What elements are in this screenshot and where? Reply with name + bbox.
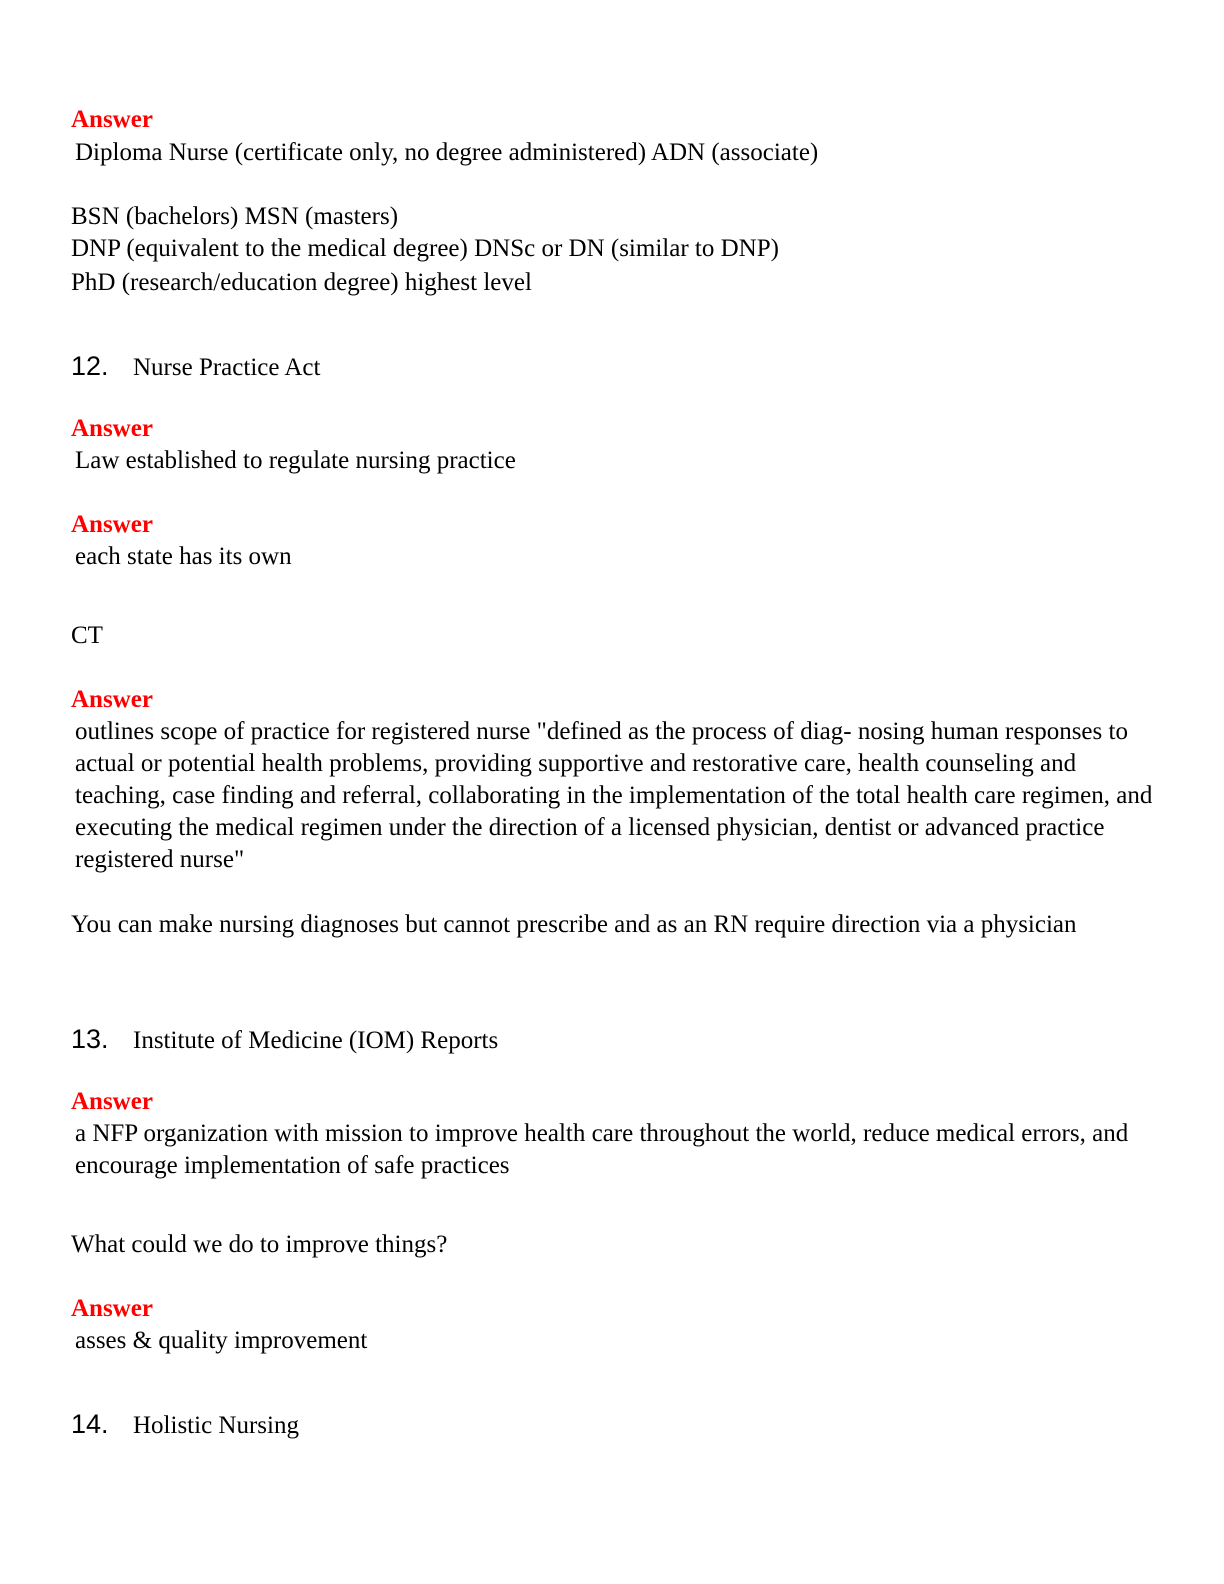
question-title: Institute of Medicine (IOM) Reports (133, 1027, 499, 1054)
question-title: Nurse Practice Act (133, 354, 321, 381)
question-heading (71, 1406, 1151, 1442)
answer-text: Law established to regulate nursing practice (75, 447, 516, 474)
answer-text: each state has its own (75, 543, 292, 570)
answer-label: Answer (71, 511, 153, 538)
answer-text: a NFP organization with mission to improve health care throughout the world, reduce medical errors, and encourage implementation of safe practices (75, 1120, 1129, 1179)
answer-label: Answer (71, 1088, 153, 1115)
note-text: CT (71, 622, 103, 649)
question-number: 12. (71, 351, 109, 381)
answer-text: What could we do to improve things? (71, 1231, 448, 1258)
answer-label: Answer (71, 415, 153, 442)
answer-text: asses & quality improvement (75, 1327, 368, 1354)
question-heading (71, 1021, 1151, 1057)
answer-text: BSN (bachelors) MSN (masters) (71, 203, 399, 230)
answer-label: Answer (71, 106, 153, 133)
answer-text: Diploma Nurse (certificate only, no degree administered) ADN (associate) (75, 139, 819, 166)
question-number: 14. (71, 1409, 109, 1439)
answer-text: DNP (equivalent to the medical degree) DNSc or DN (similar to DNP) (71, 235, 779, 262)
answer-label: Answer (71, 1295, 153, 1322)
answer-text: outlines scope of practice for registered nurse "defined as the process of diag- nosing human responses to actual or potential health problems, providing supportive and restorative care, health counseling and teaching, case finding and referral, collaborating in the implementation of the total health care regimen, and executing the medical regimen under the direction of a licensed physician, dentist or advanced practice registered nurse" (75, 718, 1153, 873)
answer-text: PhD (research/education degree) highest level (71, 269, 532, 296)
answer-text: You can make nursing diagnoses but cannot prescribe and as an RN require direction via a physician (71, 911, 1077, 938)
question-heading (71, 348, 1151, 384)
question-number: 13. (71, 1024, 109, 1054)
answer-label: Answer (71, 686, 153, 713)
question-title: Holistic Nursing (133, 1412, 299, 1439)
